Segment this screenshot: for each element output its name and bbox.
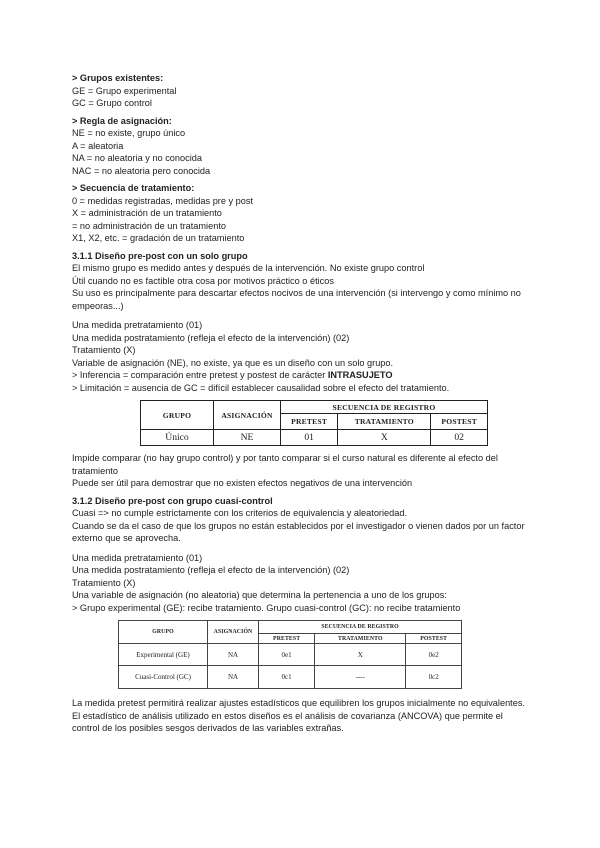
- paragraph-line: Tratamiento (X): [72, 345, 136, 355]
- cell-tratamiento: X: [338, 430, 431, 446]
- paragraph-line: Impide comparar (no hay grupo control) y por tanto comparar si el curso natural es diferente al efecto del tratamiento: [72, 453, 498, 476]
- sequence-line: X1, X2, etc. = gradación de un tratamiento: [72, 233, 245, 243]
- paragraph-line: El mismo grupo es medido antes y después de la intervención. No existe grupo control: [72, 263, 425, 273]
- cell-asignacion: NA: [208, 666, 259, 689]
- sequence-line: = no administración de un tratamiento: [72, 220, 226, 231]
- assignment-heading: > Regla de asignación:: [72, 115, 172, 126]
- section-311-heading: 3.1.1 Diseño pre-post con un solo grupo: [72, 250, 248, 261]
- col-header-tratamiento: TRATAMIENTO: [338, 414, 431, 430]
- col-header-postest: POSTEST: [431, 414, 488, 430]
- col-header-grupo: GRUPO: [119, 621, 208, 644]
- table-row: [141, 430, 488, 446]
- cell-grupo: Cuasi-Control (GC): [119, 666, 208, 689]
- cell-tratamiento: ----: [315, 666, 406, 689]
- inference-text: > Inferencia = comparación entre pretest y postest de carácter: [72, 370, 328, 380]
- assignment-line: NE = no existe, grupo único: [72, 128, 186, 138]
- design-table-quasi-control: [118, 620, 462, 689]
- table-row: [119, 666, 462, 689]
- paragraph-line: Su uso es principalmente para descartar efectos nocivos de una intervención (si intervengo y como mínimo no empeoras...): [72, 288, 521, 311]
- cell-grupo: Experimental (GE): [119, 644, 208, 666]
- cell-postest: 0c2: [406, 666, 462, 689]
- assignment-line: A = aleatoria: [72, 140, 124, 151]
- assignment-line: NAC = no aleatoria pero conocida: [72, 165, 211, 176]
- sequence-heading: > Secuencia de tratamiento:: [72, 183, 195, 193]
- design-table-single-group: [140, 400, 488, 446]
- col-header-tratamiento: TRATAMIENTO: [315, 634, 406, 644]
- table-row: [119, 644, 462, 666]
- paragraph-line: Variable de asignación (NE), no existe, ya que es un diseño con un solo grupo.: [72, 357, 394, 368]
- col-header-postest: POSTEST: [406, 634, 462, 644]
- cell-pretest: 0c1: [259, 666, 315, 689]
- sequence-line: 0 = medidas registradas, medidas pre y post: [72, 195, 254, 206]
- col-header-secuencia: SECUENCIA DE REGISTRO: [281, 401, 488, 414]
- paragraph-line: La medida pretest permitirá realizar ajustes estadísticos que equilibren los grupos inicialmente no equivalentes.: [72, 698, 525, 708]
- sequence-line: X = administración de un tratamiento: [72, 208, 222, 218]
- paragraph-line: > Limitación = ausencia de GC = difícil establecer causalidad sobre el efecto del tratamiento.: [72, 382, 450, 393]
- paragraph-line: Cuasi => no cumple estrictamente con los criterios de equivalencia y aleatoriedad.: [72, 508, 408, 518]
- paragraph-line: Puede ser útil para demostrar que no existen efectos negativos de una intervención: [72, 478, 413, 488]
- paragraph-line: Útil cuando no es factible otra cosa por motivos práctico o éticos: [72, 275, 334, 286]
- col-header-asignacion: ASIGNACIÓN: [208, 621, 259, 644]
- assignment-line: NA = no aleatoria y no conocida: [72, 153, 202, 163]
- groups-line: GE = Grupo experimental: [72, 85, 177, 96]
- col-header-secuencia: SECUENCIA DE REGISTRO: [259, 621, 462, 634]
- groups-heading: > Grupos existentes:: [72, 73, 164, 83]
- cell-asignacion: NA: [208, 644, 259, 666]
- paragraph-line: [72, 369, 532, 382]
- col-header-pretest: PRETEST: [259, 634, 315, 644]
- document-page: [72, 72, 532, 735]
- paragraph-line: Una variable de asignación (no aleatoria) que determina la pertenencia a uno de los grupos:: [72, 590, 447, 600]
- paragraph-line: Cuando se da el caso de que los grupos no están establecidos por el investigador o vienen dados por un factor externo que se aprovecha.: [72, 520, 525, 543]
- cell-tratamiento: X: [315, 644, 406, 666]
- cell-grupo: Único: [141, 430, 214, 446]
- cell-pretest: 01: [281, 430, 338, 446]
- paragraph-line: Una medida postratamiento (refleja el efecto de la intervención) (02): [72, 332, 350, 343]
- paragraph-line: Una medida pretratamiento (01): [72, 552, 203, 563]
- intrasujeto-bold: INTRASUJETO: [327, 370, 393, 380]
- col-header-grupo: GRUPO: [141, 401, 214, 430]
- cell-pretest: 0e1: [259, 644, 315, 666]
- cell-postest: 0e2: [406, 644, 462, 666]
- paragraph-line: > Grupo experimental (GE): recibe tratamiento. Grupo cuasi-control (GC): no recibe tratamiento: [72, 602, 461, 613]
- col-header-pretest: PRETEST: [281, 414, 338, 430]
- paragraph-line: El estadístico de análisis utilizado en estos diseños es el análisis de covarianza (ANCOVA) que permite el control de los posibles sesgos derivados de las variables extrañas.: [72, 710, 503, 733]
- col-header-asignacion: ASIGNACIÓN: [214, 401, 281, 430]
- groups-line: GC = Grupo control: [72, 98, 152, 108]
- paragraph-line: Una medida postratamiento (refleja el efecto de la intervención) (02): [72, 565, 350, 575]
- cell-asignacion: NE: [214, 430, 281, 446]
- section-312-heading: 3.1.2 Diseño pre-post con grupo cuasi-control: [72, 495, 273, 506]
- paragraph-line: Una medida pretratamiento (01): [72, 320, 203, 330]
- cell-postest: 02: [431, 430, 488, 446]
- paragraph-line: Tratamiento (X): [72, 577, 136, 588]
